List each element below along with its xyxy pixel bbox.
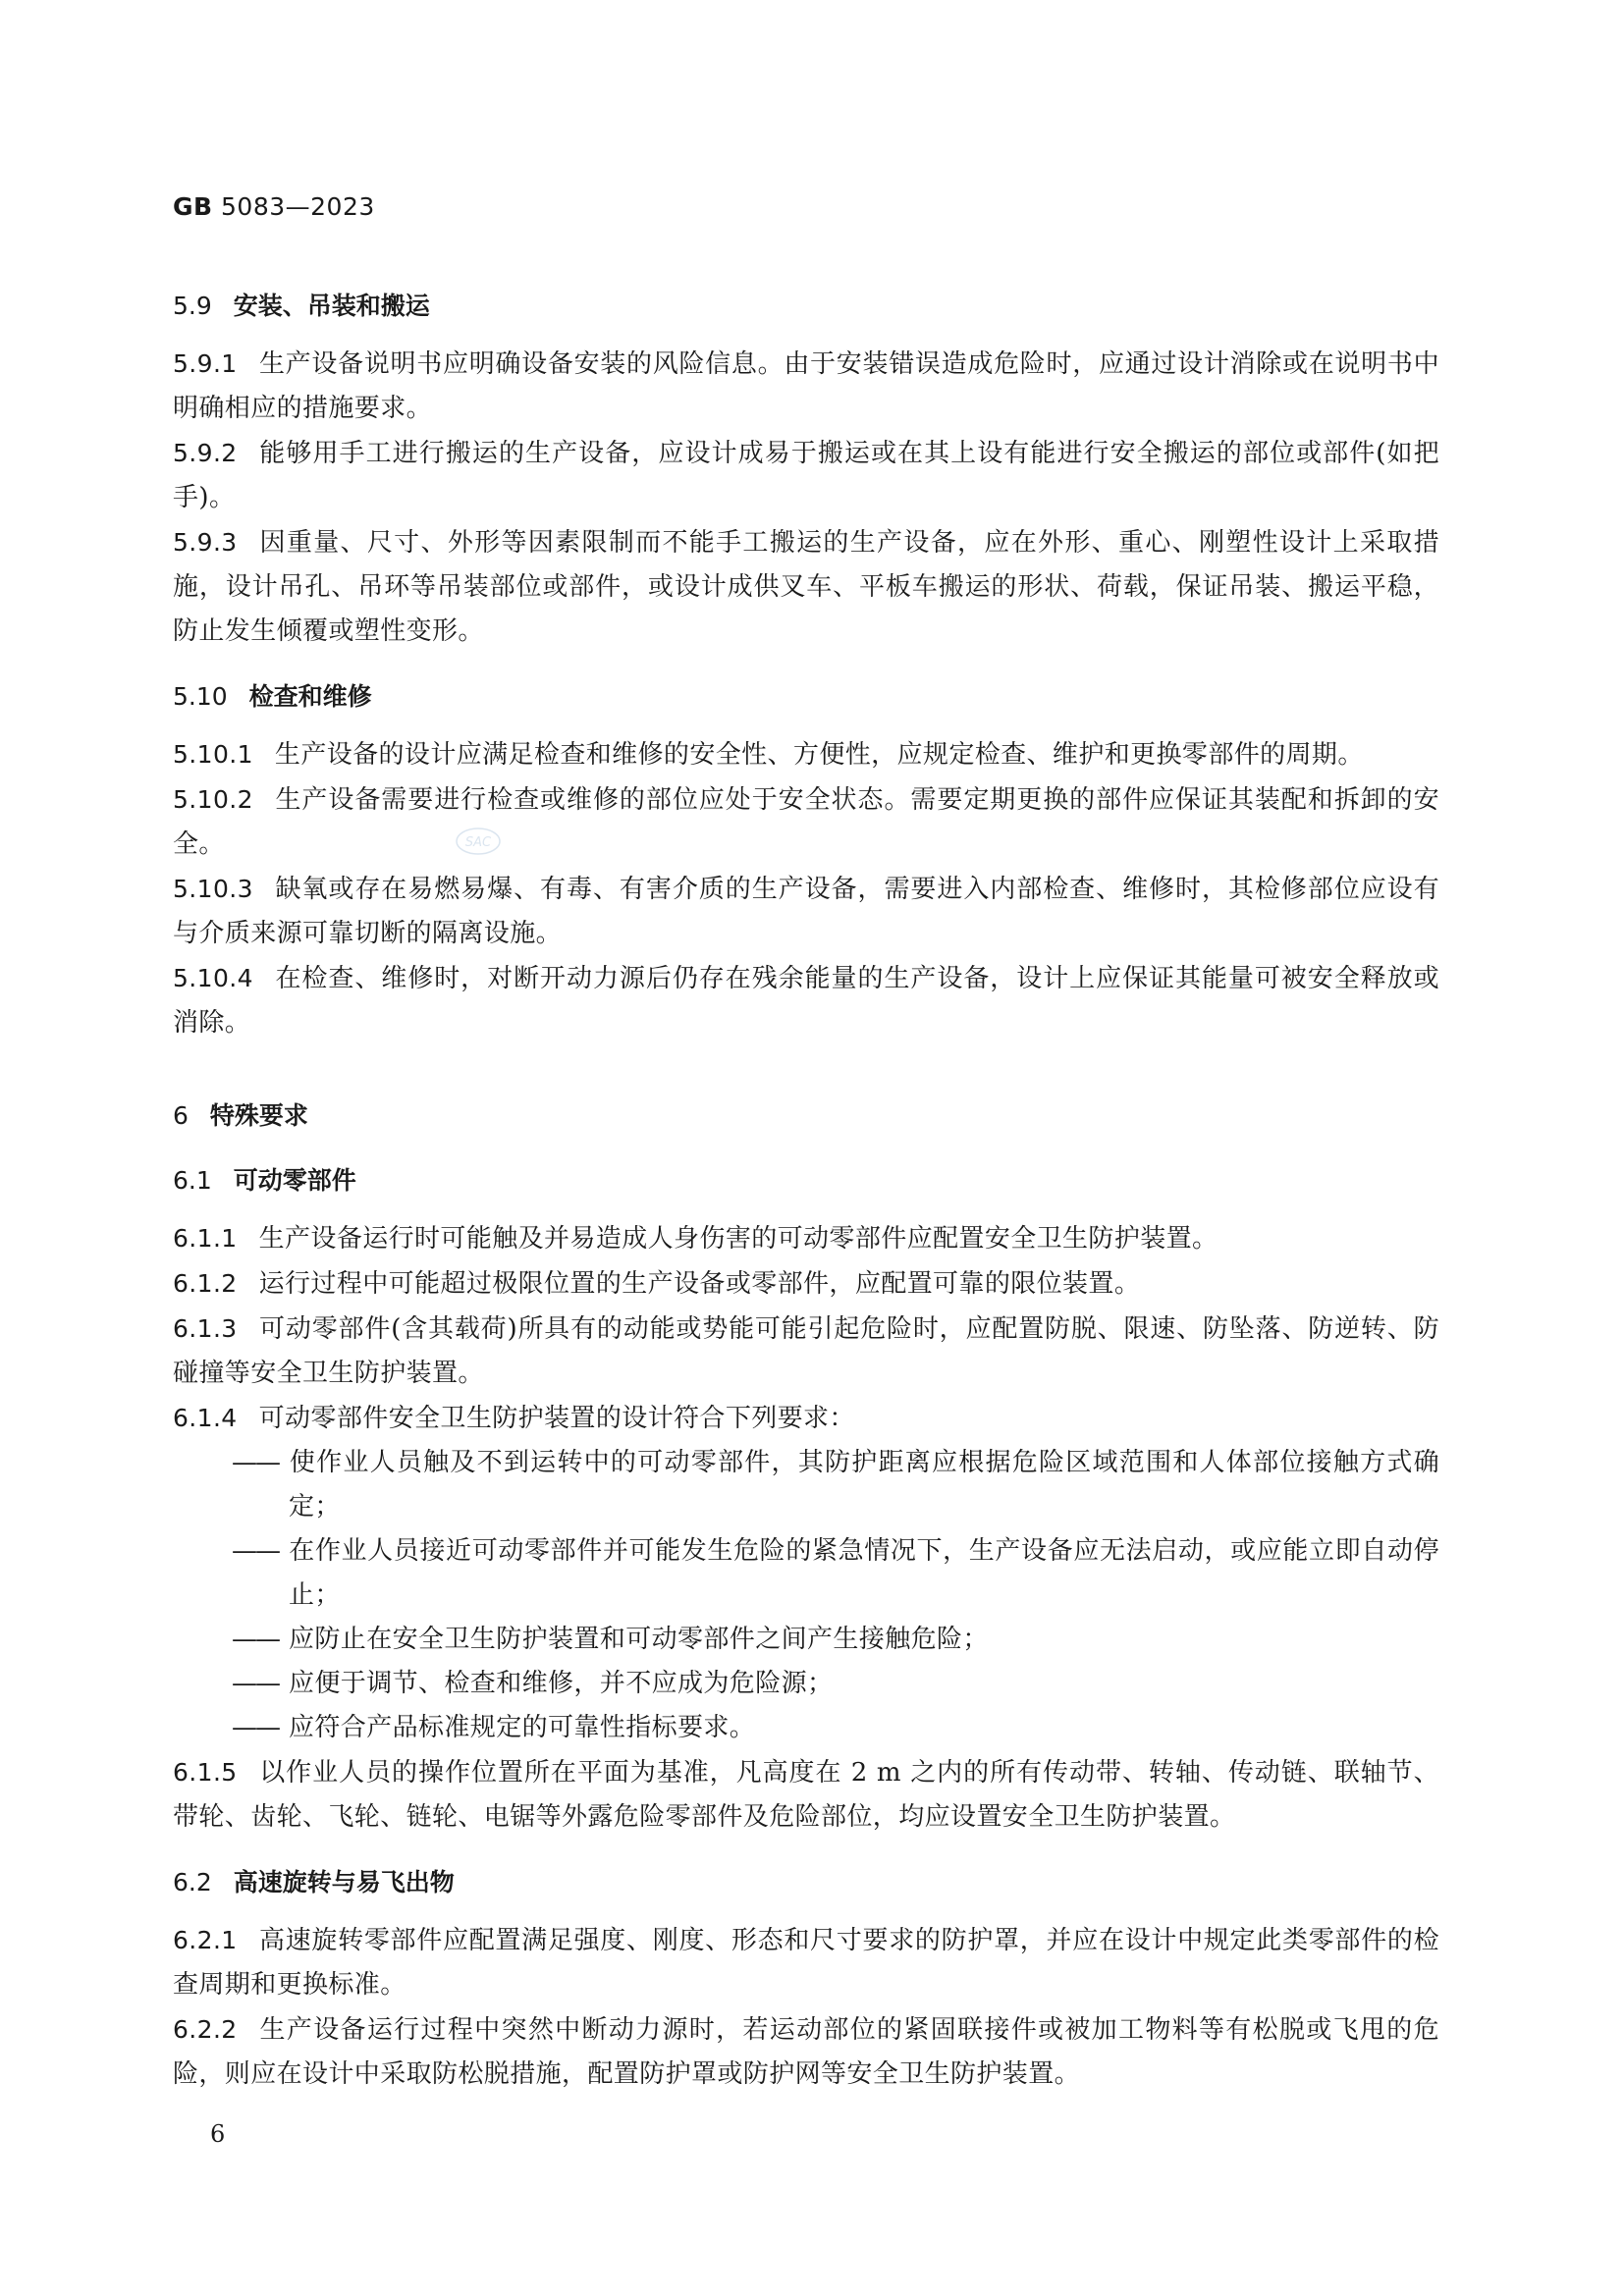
list-item: —— 在作业人员接近可动零部件并可能发生危险的紧急情况下，生产设备应无法启动，或应能立即自动停止； <box>232 1536 1439 1610</box>
sac-watermark-icon <box>456 827 501 856</box>
clause-6-1-1: 6.1.1 生产设备运行时可能触及并易造成人身伤害的可动零部件应配置安全卫生防护装置。 <box>173 1224 1218 1254</box>
clause-6-1-3: 6.1.3 可动零部件(含其载荷)所具有的动能或势能可能引起危险时，应配置防脱、限速、防坠落、防逆转、防碰撞等安全卫生防护装置。 <box>173 1314 1439 1388</box>
clause-6-2-2: 6.2.2 生产设备运行过程中突然中断动力源时，若运动部位的紧固联接件或被加工物料等有松脱或飞甩的危险，则应在设计中采取防松脱措施，配置防护罩或防护网等安全卫生防护装置。 <box>173 2015 1439 2089</box>
list-item: —— 使作业人员触及不到运转中的可动零部件，其防护距离应根据危险区域范围和人体部位接触方式确定； <box>232 1448 1439 1522</box>
list-item: —— 应防止在安全卫生防护装置和可动零部件之间产生接触危险； <box>232 1625 989 1654</box>
chapter-heading-6: 6 特殊要求 <box>173 1101 308 1130</box>
list-item: —— 应符合产品标准规定的可靠性指标要求。 <box>232 1713 756 1742</box>
document-body <box>173 285 1439 2097</box>
clause-6-1-5: 6.1.5 以作业人员的操作位置所在平面为基准，凡高度在 2 m 之内的所有传动带、转轴、传动链、联轴节、带轮、齿轮、飞轮、链轮、电锯等外露危险零部件及危险部位，均应设置安全卫生防护装置。 <box>173 1758 1439 1832</box>
clause-5-9-3: 5.9.3 因重量、尺寸、外形等因素限制而不能手工搬运的生产设备，应在外形、重心、刚塑性设计上采取措施，设计吊孔、吊环等吊装部位或部件，或设计成供叉车、平板车搬运的形状、荷载，保证吊装、搬运平稳，防止发生倾覆或塑性变形。 <box>173 528 1439 646</box>
standard-header <box>173 192 375 221</box>
section-heading-5-10: 5.10 检查和维修 <box>173 682 372 711</box>
section-heading-6-1: 6.1 可动零部件 <box>173 1166 356 1195</box>
page-number: 6 <box>210 2120 226 2148</box>
clause-5-9-1: 5.9.1 生产设备说明书应明确设备安装的风险信息。由于安装错误造成危险时，应通过设计消除或在说明书中明确相应的措施要求。 <box>173 349 1439 423</box>
clause-5-10-4: 5.10.4 在检查、维修时，对断开动力源后仍存在残余能量的生产设备，设计上应保证其能量可被安全释放或消除。 <box>173 964 1439 1038</box>
section-heading-5-9: 5.9 安装、吊装和搬运 <box>173 292 430 320</box>
clause-5-10-2: 5.10.2 生产设备需要进行检查或维修的部位应处于安全状态。需要定期更换的部件应保证其装配和拆卸的安全。 <box>173 785 1439 859</box>
clause-5-10-3: 5.10.3 缺氧或存在易燃易爆、有毒、有害介质的生产设备，需要进入内部检查、维修时，其检修部位应设有与介质来源可靠切断的隔离设施。 <box>173 875 1439 948</box>
clause-5-10-1: 5.10.1 生产设备的设计应满足检查和维修的安全性、方便性，应规定检查、维护和更换零部件的周期。 <box>173 740 1364 770</box>
standard-code: GB <box>173 192 213 221</box>
clause-6-2-1: 6.2.1 高速旋转零部件应配置满足强度、刚度、形态和尺寸要求的防护罩，并应在设计中规定此类零部件的检查周期和更换标准。 <box>173 1926 1439 2000</box>
clause-5-9-2: 5.9.2 能够用手工进行搬运的生产设备，应设计成易于搬运或在其上设有能进行安全搬运的部位或部件(如把手)。 <box>173 439 1439 512</box>
clause-6-1-2: 6.1.2 运行过程中可能超过极限位置的生产设备或零部件，应配置可靠的限位装置。 <box>173 1269 1141 1299</box>
standard-number: 5083—2023 <box>221 192 375 221</box>
svg-text:SAC: SAC <box>464 835 492 850</box>
section-heading-6-2: 6.2 高速旋转与易飞出物 <box>173 1868 455 1896</box>
list-item: —— 应便于调节、检查和维修，并不应成为危险源； <box>232 1669 834 1698</box>
clause-6-1-4: 6.1.4 可动零部件安全卫生防护装置的设计符合下列要求： <box>173 1404 855 1433</box>
